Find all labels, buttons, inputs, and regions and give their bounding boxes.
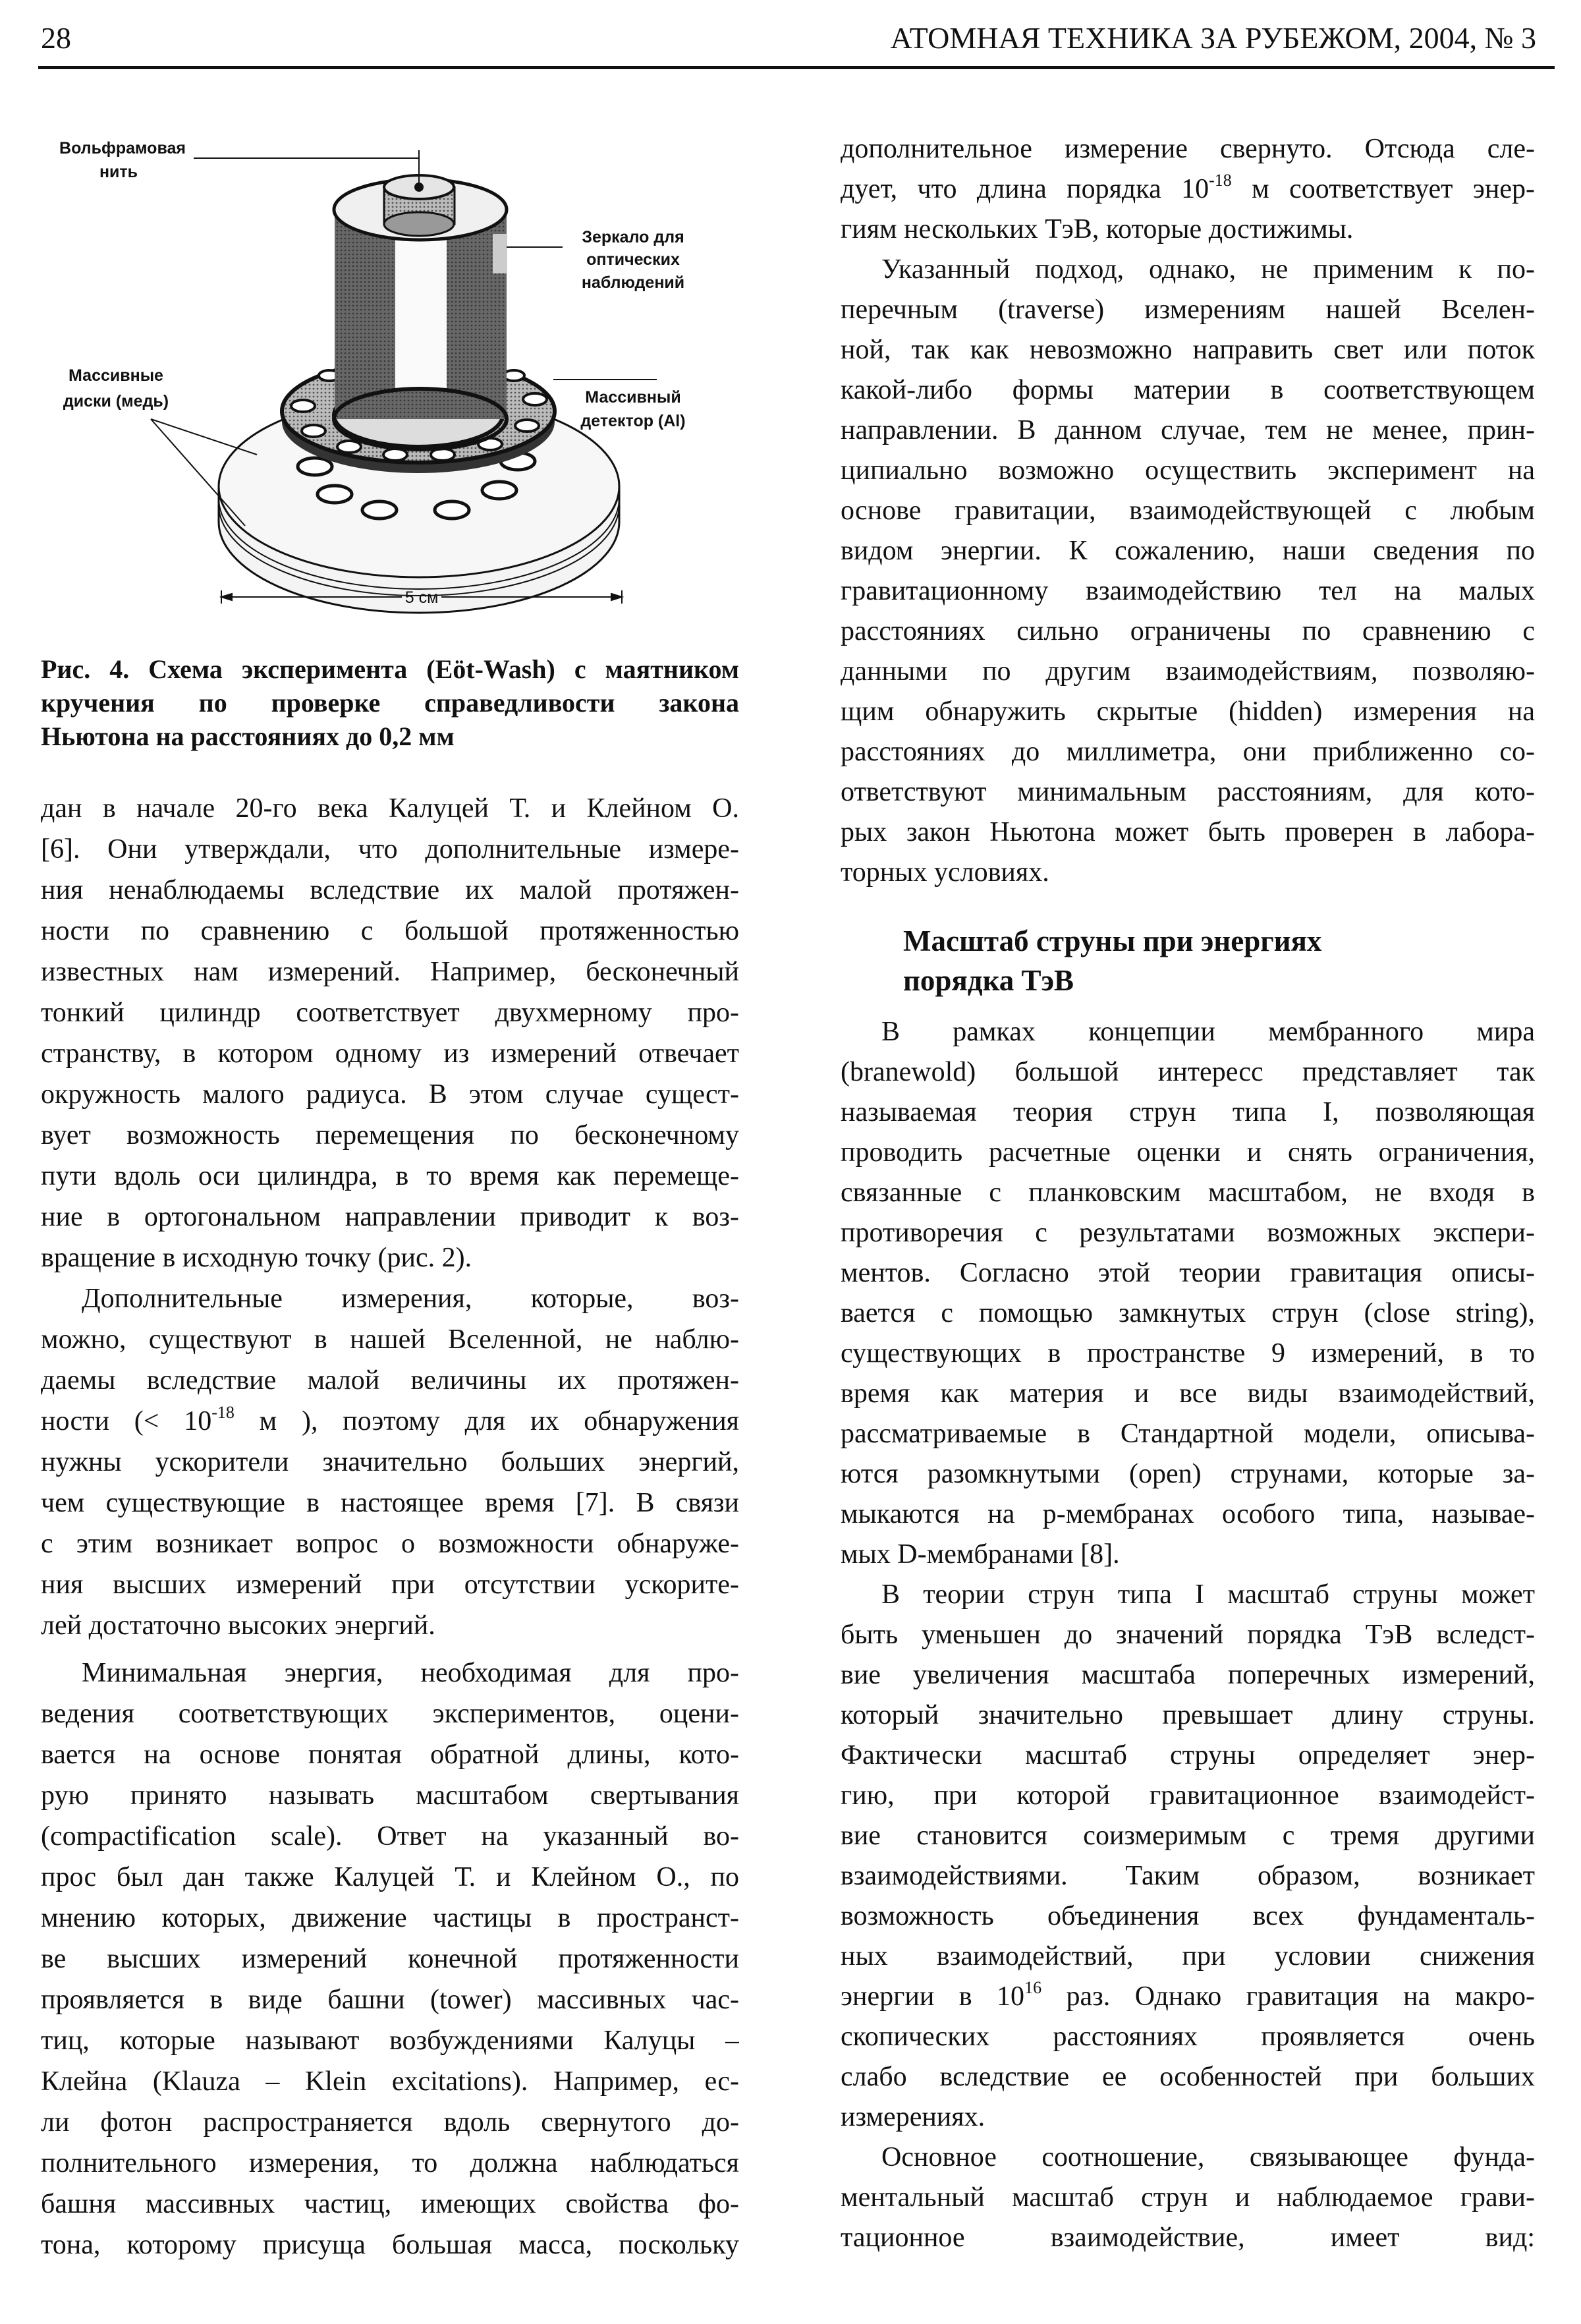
paragraph	[41, 788, 739, 1278]
page-number: 28	[41, 21, 71, 55]
paragraph	[41, 1278, 739, 1646]
text-line: (branewold) большой интересс представляет так	[841, 1057, 1535, 1087]
text-segment: м соответствует энер-	[1231, 174, 1535, 204]
text-line: рую принято называть масштабом свертывания	[41, 1780, 739, 1811]
text-line: ются разомкнутыми (open) струнами, которые за-	[841, 1459, 1535, 1489]
text-line: расстояниях сильно ограничены по сравнению с	[841, 616, 1535, 646]
text-line: гию, при которой гравитационное взаимодейст-	[841, 1780, 1535, 1811]
label-mirror-2: оптических	[586, 250, 680, 269]
text-line: связанные с планковским масштабом, не входя в	[841, 1177, 1535, 1208]
text-line: (compactification scale). Ответ на указанный во-	[41, 1821, 739, 1852]
text-line: ментальный масштаб струн и наблюдаемое грави-	[841, 2182, 1535, 2213]
text-line: тационное взаимодействие, имеет вид:	[841, 2223, 1535, 2253]
text-line: ния высших измерений при отсутствии ускорите-	[41, 1570, 739, 1600]
text-line: мых D-мембранами [8].	[841, 1539, 1120, 1570]
text-line: рых закон Ньютона может быть проверен в лабора-	[841, 817, 1535, 847]
figure-eot-wash-apparatus	[26, 119, 764, 633]
text-line: видом энергии. К сожалению, наши сведения по	[841, 536, 1535, 566]
paragraph	[841, 250, 1535, 893]
text-line: ных взаимодействий, при условии снижения	[841, 1941, 1535, 1971]
superscript: -18	[1209, 171, 1232, 190]
text-line: возможность объединения всех фундаменталь-	[841, 1901, 1535, 1931]
text-line: Основное соотношение, связывающее фунда-	[881, 2142, 1535, 2172]
text-segment: ности (< 10	[41, 1406, 212, 1436]
text-line: скопических расстояниях проявляется очень	[841, 2022, 1535, 2052]
caption-line: кручения по проверке справедливости закона	[41, 688, 739, 718]
text-line: основе гравитации, взаимодействующей с любым	[841, 496, 1535, 526]
text-line: дополнительное измерение свернуто. Отсюда сле-	[841, 134, 1535, 164]
label-disks-1: Массивные	[69, 366, 163, 385]
journal-title: АТОМНАЯ ТЕХНИКА ЗА РУБЕЖОМ, 2004, № 3	[890, 21, 1536, 55]
section-heading-line: Масштаб струны при энергиях	[903, 924, 1322, 957]
text-line: можно, существуют в нашей Вселенной, не наблю-	[41, 1324, 739, 1355]
paragraph	[841, 1012, 1535, 1575]
text-line: чем существующие в настоящее время [7]. В связи	[41, 1488, 739, 1518]
label-tungsten-2: нить	[99, 163, 138, 181]
text-line: ние в ортогональном направлении приводит к воз-	[41, 1202, 739, 1232]
text-line: полнительного измерения, то должна наблюдаться	[41, 2148, 739, 2178]
text-line: вается с помощью замкнутых струн (close string),	[841, 1298, 1535, 1328]
text-line: ментов. Согласно этой теории гравитация описы-	[841, 1258, 1535, 1288]
text-segment: раз. Однако гравитация на макро-	[1041, 1981, 1535, 2012]
figure-caption	[41, 652, 739, 753]
text-line: окружность малого радиуса. В этом случае сущест-	[41, 1079, 739, 1110]
text-line: нужны ускорители значительно больших энергий,	[41, 1447, 739, 1477]
text-line: вается на основе понятая обратной длины, кото-	[41, 1740, 739, 1770]
text-line: пути вдоль оси цилиндра, в то время как перемеще-	[41, 1161, 739, 1191]
text-line: данными по другим взаимодействиям, позволяю-	[841, 656, 1535, 687]
text-line: тонкий цилиндр соответствует двухмерному про-	[41, 998, 739, 1028]
text-line: торных условиях.	[841, 857, 1049, 888]
paragraph	[841, 1575, 1535, 2138]
text-line: называемая теория струн типа I, позволяющая	[841, 1097, 1535, 1127]
text-line: мнению которых, движение частицы в пространст-	[41, 1903, 739, 1933]
text-line: даемы вследствие малой величины их протяжен-	[41, 1365, 739, 1396]
label-tungsten-1: Вольфрамовая	[59, 139, 186, 157]
text-line: гиям нескольких ТэВ, которые достижимы.	[841, 214, 1354, 244]
text-line: вие становится соизмеримым с тремя другими	[841, 1821, 1535, 1851]
text-line	[841, 1977, 1535, 2017]
text-line	[841, 169, 1535, 210]
text-line: вие увеличения масштаба поперечных измерений,	[841, 1660, 1535, 1690]
label-disks-2: диски (медь)	[63, 392, 169, 411]
paragraph	[41, 1653, 739, 2265]
text-line: ответствуют минимальным расстояниям, для кото-	[841, 777, 1535, 807]
text-line: слабо вследствие ее особенностей при больших	[841, 2062, 1535, 2092]
text-line: известных нам измерений. Например, бесконечный	[41, 957, 739, 987]
text-line: перечным (traverse) измерениям нашей Вселен-	[841, 295, 1535, 325]
text-line: проводить расчетные оценки и снять ограничения,	[841, 1137, 1535, 1168]
text-line: В теории струн типа I масштаб струны может	[881, 1579, 1535, 1610]
paragraph	[841, 129, 1535, 250]
text-line	[41, 1401, 739, 1442]
text-line: Фактически масштаб струны определяет энер-	[841, 1740, 1535, 1771]
text-line: который значительно превышает длину струны.	[841, 1700, 1535, 1730]
text-line: какой-либо формы материи в соответствующем	[841, 375, 1535, 405]
right-column-text-bottom	[841, 1012, 1535, 2258]
text-line: В рамках концепции мембранного мира	[881, 1017, 1535, 1047]
text-line: Клейна (Klauza – Klein excitations). Например, ес-	[41, 2066, 739, 2097]
text-line: ной, так как невозможно направить свет или поток	[841, 335, 1535, 365]
pendulum-drawing	[334, 175, 507, 449]
text-segment: энергии в 10	[841, 1981, 1025, 2012]
text-line: измерениях.	[841, 2102, 985, 2132]
text-line: тиц, которые называют возбуждениями Калуцы –	[41, 2026, 739, 2056]
text-segment: м ), поэтому для их обнаружения	[234, 1406, 739, 1436]
text-line: Дополнительные измерения, которые, воз-	[82, 1284, 739, 1314]
superscript: -18	[211, 1403, 235, 1422]
text-line: рассматриваемые в Стандартной модели, описыва-	[841, 1419, 1535, 1449]
text-line: вует возможность перемещения по бесконечному	[41, 1120, 739, 1150]
text-segment: дует, что длина порядка 10	[841, 174, 1209, 204]
text-line: ности по сравнению с большой протяженностью	[41, 916, 739, 946]
text-line: ципиально возможно осуществить эксперимент на	[841, 455, 1535, 486]
superscript: 16	[1024, 1978, 1042, 1997]
text-line: гравитационному взаимодействию тел на малых	[841, 576, 1535, 606]
scale-label: 5 см	[404, 588, 439, 607]
text-line: странству, в котором одному из измерений отвечает	[41, 1038, 739, 1069]
text-line: ве высших измерений конечной протяженности	[41, 1944, 739, 1974]
text-line: время как материя и все виды взаимодействий,	[841, 1378, 1535, 1409]
text-line: мыкаются на p-мембранах особого типа, называе-	[841, 1499, 1535, 1529]
label-mirror-1: Зеркало для	[582, 228, 684, 246]
text-line: ния ненаблюдаемы вследствие их малой протяжен-	[41, 875, 739, 905]
text-line: прос был дан также Калуцей Т. и Клейном О., по	[41, 1862, 739, 1892]
text-line: лей достаточно высоких энергий.	[41, 1610, 435, 1641]
caption-line: Рис. 4. Схема эксперимента (Eöt-Wash) с маятником	[41, 654, 739, 684]
label-detector-2: детектор (Al)	[580, 412, 686, 430]
header-rule	[38, 66, 1555, 69]
text-line: с этим возникает вопрос о возможности обнаруже-	[41, 1529, 739, 1559]
text-line: противоречия с результатами возможных экспери-	[841, 1218, 1535, 1248]
text-line: существующих в пространстве 9 измерений, в то	[841, 1338, 1535, 1369]
text-line: ведения соответствующих экспериментов, оцени-	[41, 1699, 739, 1729]
caption-line: Ньютона на расстояниях до 0,2 мм	[41, 722, 455, 751]
text-line: [6]. Они утверждали, что дополнительные измере-	[41, 834, 739, 864]
section-heading-line: порядка ТэВ	[903, 964, 1074, 997]
right-column-text-top	[841, 129, 1535, 893]
section-heading	[903, 921, 1321, 1000]
text-line: дан в начале 20-го века Калуцей Т. и Клейном О.	[41, 793, 739, 824]
text-line: Минимальная энергия, необходимая для про-	[82, 1658, 739, 1688]
text-line: щим обнаружить скрытые (hidden) измерения на	[841, 696, 1535, 727]
text-line: ли фотон распространяется вдоль свернутого до-	[41, 2107, 739, 2138]
text-line: расстояниях до миллиметра, они приближенно со-	[841, 737, 1535, 767]
text-line: быть уменьшен до значений порядка ТэВ вследст-	[841, 1620, 1535, 1650]
left-column-text	[41, 788, 739, 2265]
text-line: взаимодействиями. Таким образом, возникает	[841, 1861, 1535, 1891]
text-line: проявляется в виде башни (tower) массивных час-	[41, 1985, 739, 2015]
text-line: Указанный подход, однако, не применим к по-	[881, 254, 1535, 285]
text-line: вращение в исходную точку (рис. 2).	[41, 1243, 472, 1273]
label-detector-1: Массивный	[585, 388, 681, 407]
text-line: тона, которому присуща большая масса, поскольку	[41, 2230, 739, 2260]
paragraph	[841, 2138, 1535, 2258]
text-line: башня массивных частиц, имеющих свойства фо-	[41, 2189, 739, 2219]
label-mirror-3: наблюдений	[581, 273, 685, 292]
text-line: направлении. В данном случае, тем не менее, прин-	[841, 415, 1535, 445]
